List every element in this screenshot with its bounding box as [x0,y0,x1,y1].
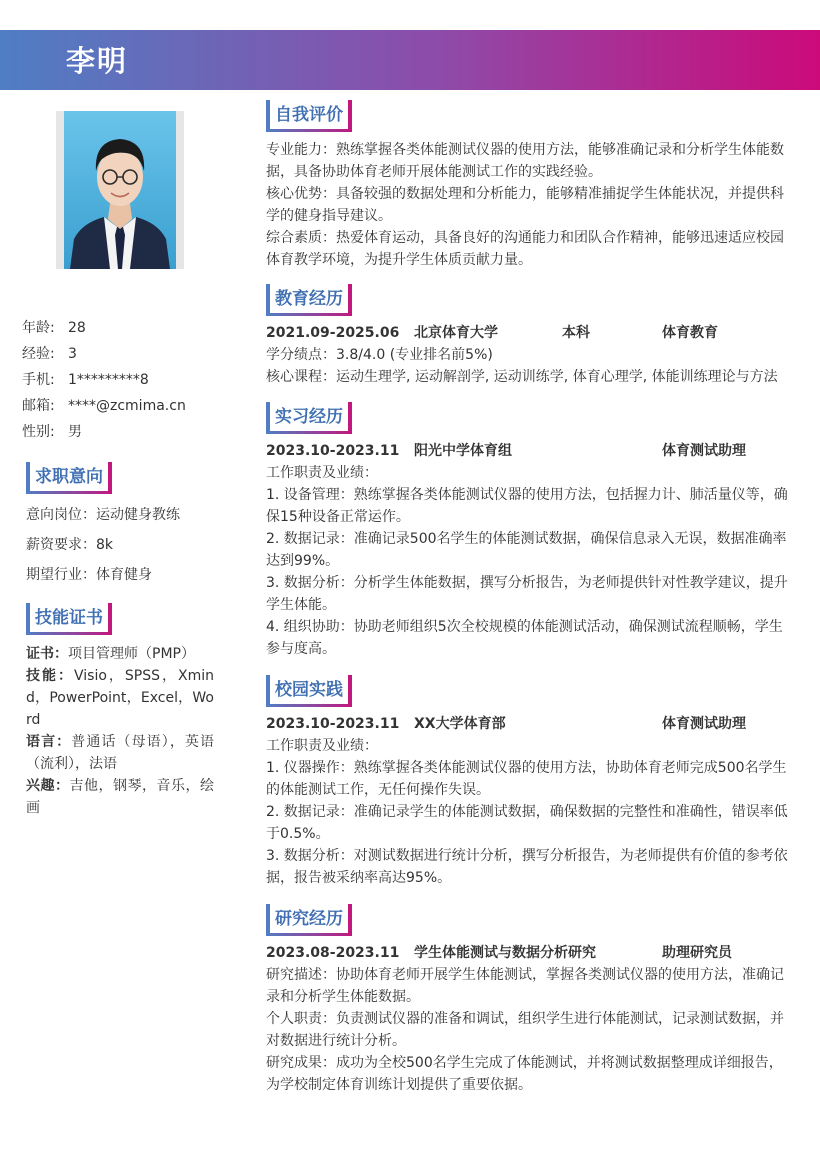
intent-salary: 薪资要求：8k [26,537,114,553]
campus-row [266,713,796,735]
internship-para: 4. 组织协助：协助老师组织5次全校规模的体能测试活动，确保测试流程顺畅，学生参与度高。 [266,619,783,657]
internship-para: 工作职责及业绩： [266,465,378,481]
campus-para: 1. 仪器操作：熟练掌握各类体能测试仪器的使用方法，协助体育老师完成500名学生的体能测试工作，无任何操作失误。 [266,760,787,798]
campus-para: 2. 数据记录：准确记录学生的体能测试数据，确保数据的完整性和准确性，错误率低于0.5%。 [266,804,788,842]
info-value: 1*********8 [68,372,149,388]
internship-date: 2023.10-2023.11 [266,443,400,459]
research-para: 研究描述：协助体育老师开展学生体能测试，掌握各类测试仪器的使用方法，准确记录和分析学生体能数据。 [266,967,784,1005]
intent-industry: 期望行业：体育健身 [26,567,152,583]
info-value: 3 [68,346,77,362]
info-label: 年龄: [22,320,55,336]
info-label: 经验: [22,346,55,362]
research-role: 助理研究员 [662,945,732,961]
internship-para: 1. 设备管理：熟练掌握各类体能测试仪器的使用方法，包括握力计、肺活量仪等，确保15种设备正常运作。 [266,487,788,525]
info-phone [22,370,222,396]
skill-languages [26,731,214,775]
research-project: 学生体能测试与数据分析研究 [414,945,596,961]
info-experience [22,344,222,370]
section-title-research [266,904,352,936]
skill-tools [26,665,214,731]
education-para: 学分绩点：3.8/4.0 (专业排名前5%) [266,347,493,363]
section-title-internship [266,402,352,434]
education-date: 2021.09-2025.06 [266,325,400,341]
skill-value: 吉他，钢琴，音乐，绘画 [26,778,214,816]
research-date: 2023.08-2023.11 [266,945,400,961]
info-email [22,396,222,422]
campus-para: 3. 数据分析：对测试数据进行统计分析，撰写分析报告，为老师提供有价值的参考依据，报告被采纳率高达95%。 [266,848,788,886]
section-title-text: 自我评价 [275,105,343,125]
skill-value: 项目管理师（PMP） [68,646,195,662]
info-gender [22,422,222,448]
info-value: ****@zcmima.cn [68,398,186,414]
photo-frame [56,111,184,269]
basic-info [22,318,222,448]
self-eval-para: 综合素质：热爱体育运动，具备良好的沟通能力和团队合作精神，能够迅速适应校园体育教学环境，为提升学生体质贡献力量。 [266,230,784,268]
education-school: 北京体育大学 [414,325,498,341]
internship-org: 阳光中学体育组 [414,443,512,459]
campus-org: XX大学体育部 [414,716,506,732]
research-para: 研究成果：成功为全校500名学生完成了体能测试，并将测试数据整理成详细报告，为学校制定体育训练计划提供了重要依据。 [266,1055,783,1093]
internship-row [266,440,796,462]
education-major: 体育教育 [662,325,718,341]
section-underline [266,431,352,434]
internship-para: 3. 数据分析：分析学生体能数据，撰写分析报告，为老师提供针对性教学建议，提升学生体能。 [266,575,788,613]
info-label: 邮箱: [22,398,55,414]
section-title-self-eval [266,100,352,132]
skill-certificate [26,643,214,665]
section-underline [26,491,112,494]
header-banner [0,30,820,90]
self-eval-para: 专业能力：熟练掌握各类体能测试仪器的使用方法，能够准确记录和分析学生体能数据，具备协助体育老师开展体能测试工作的实践经验。 [266,142,784,180]
skill-label: 语言： [26,734,72,750]
section-title-text: 校园实践 [275,680,343,700]
research-row [266,942,796,964]
campus-role: 体育测试助理 [662,716,746,732]
section-underline [266,129,352,132]
internship-section [266,402,796,660]
education-para: 核心课程：运动生理学, 运动解剖学, 运动训练学, 体育心理学, 体能训练理论与方法 [266,369,778,385]
skill-label: 技能： [26,668,74,684]
skill-value: Visio，SPSS，Xmind，PowerPoint，Excel，Word [26,668,214,728]
section-underline [26,632,112,635]
skill-label: 证书： [26,646,68,662]
info-label: 手机: [22,372,55,388]
skill-value: 普通话（母语），英语（流利），法语 [26,734,214,772]
internship-role: 体育测试助理 [662,443,746,459]
research-para: 个人职责：负责测试仪器的准备和调试，组织学生进行体能测试，记录测试数据，并对数据进行统计分析。 [266,1011,784,1049]
info-value: 男 [68,424,82,440]
info-age [22,318,222,344]
section-title-text: 实习经历 [275,407,343,427]
education-section [266,284,796,388]
skills-section [26,603,226,819]
skill-interests [26,775,214,819]
campus-section [266,675,796,889]
section-title-text: 教育经历 [275,289,343,309]
section-title-skills [26,603,112,635]
internship-para: 2. 数据记录：准确记录500名学生的体能测试数据，确保信息录入无误，数据准确率达到99%。 [266,531,787,569]
intent-position: 意向岗位：运动健身教练 [26,507,180,523]
campus-para: 工作职责及业绩： [266,738,378,754]
section-underline [266,933,352,936]
profile-photo [64,111,176,269]
research-section [266,904,796,1096]
job-intent-section [26,462,226,595]
section-title-text: 技能证书 [35,608,103,628]
section-title-text: 研究经历 [275,909,343,929]
info-label: 性别: [22,424,55,440]
education-degree: 本科 [562,325,590,341]
sidebar [0,90,240,1160]
section-title-job-intent [26,462,112,494]
section-title-campus [266,675,352,707]
candidate-name: 李明 [66,44,129,78]
self-eval-section [266,100,796,271]
section-title-text: 求职意向 [35,467,103,487]
skill-label: 兴趣： [26,778,70,794]
portrait-illustration [64,111,176,269]
self-eval-para: 核心优势：具备较强的数据处理和分析能力，能够精准捕捉学生体能状况，并提供科学的健身指导建议。 [266,186,784,224]
campus-date: 2023.10-2023.11 [266,716,400,732]
info-value: 28 [68,320,86,336]
section-title-education [266,284,352,316]
section-underline [266,704,352,707]
education-row [266,322,796,344]
section-underline [266,313,352,316]
